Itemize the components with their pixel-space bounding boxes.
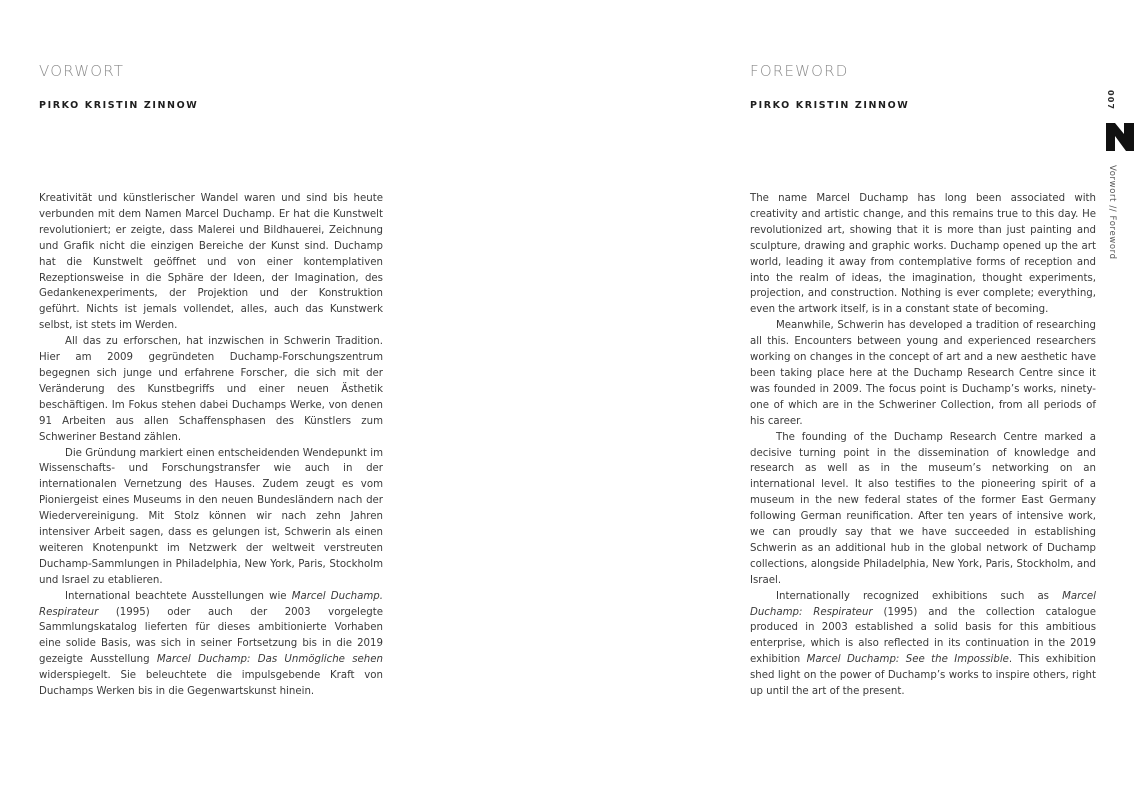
paragraph <box>39 191 383 334</box>
paragraph <box>750 191 1096 318</box>
right-page <box>567 0 1134 800</box>
italic-title: Marcel Duchamp: Respirateur <box>750 590 1096 618</box>
text-run: widerspiegelt. Sie beleuchtete die impulsgebende Kraft von Duchamps Werken bis in die Gegenwartskunst hinein. <box>39 670 383 698</box>
text-run: International beachtete Ausstellungen wie <box>65 590 292 602</box>
italic-title: Marcel Duchamp. Respirateur <box>39 590 384 618</box>
text-run: . This exhibition shed light on the power of Duchamp’s works to inspire others, right up until the art of the present. <box>750 654 1096 698</box>
museum-logo-icon <box>1106 123 1134 151</box>
paragraph <box>39 334 383 445</box>
text-run: (1995) and the collection catalogue produced in 2003 established a solid basis for this ambitious enterprise, which is also reflected in its continuation in the 2019 exhibition <box>750 606 1097 666</box>
paragraph <box>39 446 383 589</box>
author-name-english: PIRKO KRISTIN ZINNOW <box>750 100 910 111</box>
body-text-english <box>750 191 1096 700</box>
running-sidebar <box>1102 80 1132 280</box>
paragraph <box>750 318 1096 429</box>
text-run: The founding of the Duchamp Research Centre marked a decisive turning point in the dissemination of knowledge and research as well as in the museum’s networking on an international level. It also testifies to the pioneering spirit of a museum in the new federal states of the former East Germany following German reunification. After ten years of intensive work, we can proudly say that we have succeeded in establishing Schwerin as an additional hub in the global network of Duchamp collections, alongside Philadelphia, New York, Paris, Stockholm, and Israel. <box>750 431 1096 586</box>
text-run: Kreativität und künstlerischer Wandel waren und sind bis heute verbunden mit dem Namen Marcel Duchamp. Er hat die Kunstwelt revolutioniert; er zeigte, dass Malerei und Bildhauerei, Zeichnung und Grafik nicht die einzigen Bereiche der Kunst sind. Duchamp hat die Kunstwelt geöffnet und von einer kontemplativen Rezeptionsweise in die Sphäre der Ideen, der Imagination, des Gedankenexperiments, der Projektion und der Konstruktion geführt. Nichts ist jemals vollendet, alles, auch das Kunstwerk selbst, ist stets im Werden. <box>39 193 383 332</box>
page-heading-german: VORWORT <box>39 62 125 80</box>
text-run: Meanwhile, Schwerin has developed a tradition of researching all this. Encounters between young and experienced researchers working on changes in the concept of art and a new aesthetic have been taking place here at the Duchamp Research Centre since it was founded in 2009. The focus point is Duchamp’s works, ninety-one of which are in the Schweriner Collection, from all periods of his career. <box>750 320 1096 427</box>
text-run: (1995) oder auch der 2003 vorgelegte Sammlungskatalog lieferten für dieses ambitionierte Vorhaben eine solide Basis, was sich in seiner Fortsetzung bis in die 2019 gezeigte Ausstellung <box>39 606 383 666</box>
paragraph <box>750 430 1096 589</box>
page-number: 007 <box>1106 90 1115 111</box>
author-name-german: PIRKO KRISTIN ZINNOW <box>39 100 199 111</box>
italic-title: Marcel Duchamp: See the Impossible <box>806 654 1009 666</box>
text-run: Die Gründung markiert einen entscheidenden Wendepunkt im Wissenschafts- und Forschungstransfer wie auch in der internationalen Vernetzung des Hauses. Zudem zeugt es vom Pioniergeist eines Museums in den neuen Bundesländern nach der Wiedervereinigung. Mit Stolz können wir nach zehn Jahren intensiver Arbeit sagen, dass es gelungen ist, Schwerin als einen weiteren Knotenpunkt im Netzwerk der weltweit verstreuten Duchamp-Sammlungen in Philadelphia, New York, Paris, Stockholm und Israel zu etablieren. <box>39 447 383 586</box>
paragraph <box>750 589 1096 700</box>
paragraph <box>39 589 383 700</box>
section-label: Vorwort // Foreword <box>1107 165 1117 260</box>
body-text-german <box>39 191 383 700</box>
text-run: The name Marcel Duchamp has long been associated with creativity and artistic change, and this remains true to this day. He revolutionized art, showing that it is more than just painting and sculpture, drawing and graphic works. Duchamp opened up the art world, leading it away from contemplative forms of reception and into the realm of ideas, the imagination, thought experiments, projection, and construction. Nothing is ever complete; everything, even the artwork itself, is in a constant state of becoming. <box>750 193 1096 316</box>
text-run: Internationally recognized exhibitions such as <box>776 590 1063 602</box>
italic-title: Marcel Duchamp: Das Unmögliche sehen <box>156 654 383 666</box>
page-heading-english: FOREWORD <box>750 62 849 80</box>
text-run: All das zu erforschen, hat inzwischen in Schwerin Tradition. Hier am 2009 gegründeten Duchamp-Forschungszentrum begegnen sich junge und erfahrene Forscher, die sich mit der Veränderung des Kunstbegriffs und einer neuen Ästhetik beschäftigen. Im Fokus stehen dabei Duchamps Werke, von denen 91 Arbeiten aus allen Schaffensphasen des Künstlers zum Schweriner Bestand zählen. <box>39 336 383 443</box>
